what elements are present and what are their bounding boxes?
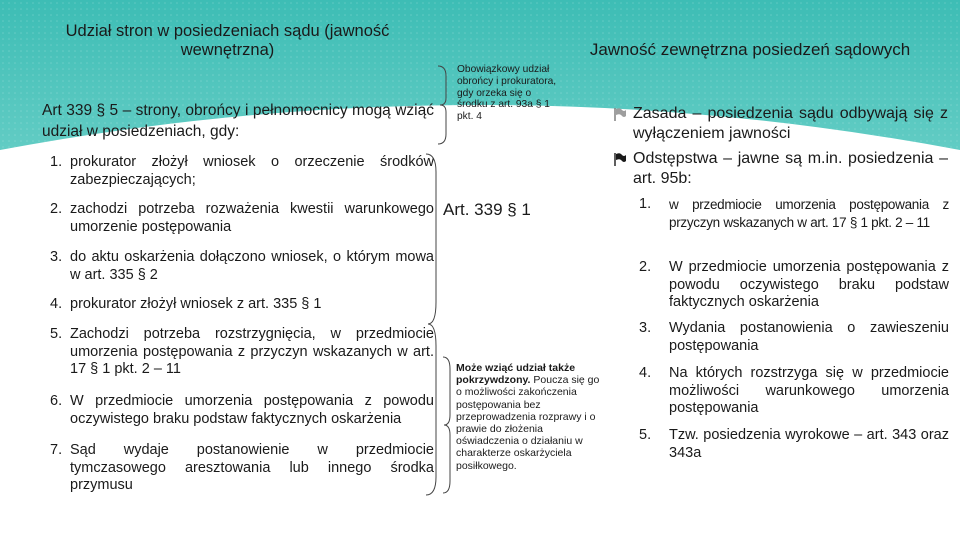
brace-list (424, 152, 440, 497)
list-item: 1. prokurator złożył wniosek o orzeczenie środków zabezpieczających; (50, 154, 434, 188)
list-item: 4. Na których rozstrzyga się w przedmiocie możliwości warunkowego umorzenia postępowania (639, 365, 949, 416)
brace-top (436, 64, 450, 146)
bullet-principle: Zasada – posiedzenia sądu odbywają się z wyłączeniem jawności (612, 104, 948, 144)
flag-icon (612, 151, 628, 167)
bullet-exceptions: Odstępstwa – jawne są m.in. posiedzenia – art. 95b: (612, 149, 948, 189)
flag-icon (612, 106, 628, 122)
left-title: Udział stron w posiedzeniach sądu (jawność wewnętrzna) (65, 22, 390, 59)
list-item: 6. W przedmiocie umorzenia postępowania z powodu oczywistego braku podstaw faktycznych oskarżenia (50, 393, 434, 427)
list-item: 3. Wydania postanowienia o zawieszeniu postępowania (639, 320, 949, 354)
art-339-label: Art. 339 § 1 (443, 200, 531, 219)
list-item: 4. prokurator złożył wniosek z art. 335 § 1 (50, 296, 322, 312)
list-item: 5. Zachodzi potrzeba rozstrzygnięcia, w przedmiocie umorzenia postępowania z przyczyn wskazanych w art. 17 § 1 pkt. 2 – 11 (50, 326, 434, 377)
brace-bottom (441, 355, 453, 495)
intro-text: Art 339 § 5 – strony, obrońcy i pełnomocnicy mogą wziąć udział w posiedzeniach, gdy: (42, 102, 434, 140)
list-item: 2. W przedmiocie umorzenia postępowania z powodu oczywistego braku podstaw faktycznych oskarżenia (639, 259, 949, 310)
mandatory-presence-note: Obowiązkowy udział obrońcy i prokuratora, gdy orzeka się o środku z art. 93a § 1 pkt. 4 (457, 64, 557, 123)
list-item: 5. Tzw. posiedzenia wyrokowe – art. 343 oraz 343a (639, 427, 949, 461)
list-item: 1. w przedmiocie umorzenia postępowania z przyczyn wskazanych w art. 17 § 1 pkt. 2 – 11 (639, 196, 949, 230)
list-item: 3. do aktu oskarżenia dołączono wniosek, o którym mowa w art. 335 § 2 (50, 249, 434, 283)
list-item: 2. zachodzi potrzeba rozważenia kwestii warunkowego umorzenie postępowania (50, 201, 434, 235)
victim-note: Może wziąć udział także pokrzywdzony. Poucza się go o możliwości zakończenia postępowania bez przeprowadzenia rozprawy i o prawie do złożenia oświadczenia o działaniu w charakterze oskarżyciela posiłkowego. (456, 362, 600, 472)
list-item: 7. Sąd wydaje postanowienie w przedmiocie tymczasowego aresztowania lub innego środka przymusu (50, 442, 434, 493)
right-title: Jawność zewnętrzna posiedzeń sądowych (589, 40, 911, 59)
